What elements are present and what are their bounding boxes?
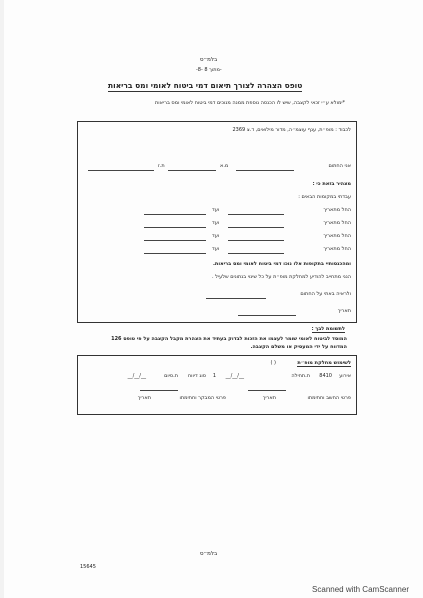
auditor-date-label: תאריך bbox=[137, 395, 151, 401]
period-row-1-from-label: החל מתאריך bbox=[323, 207, 351, 213]
period-row-4-to-field[interactable] bbox=[144, 253, 206, 254]
classification-bottom: בלמ״ס bbox=[200, 551, 218, 557]
period-row-3-from-field[interactable] bbox=[228, 240, 284, 241]
period-row-3-to-field[interactable] bbox=[144, 240, 206, 241]
period-row-3-to-label: ועד bbox=[212, 233, 220, 239]
office-bracket: ( ) bbox=[270, 360, 276, 366]
date-field[interactable] bbox=[238, 315, 296, 316]
event-label: אירוע bbox=[339, 373, 351, 379]
scan-edge-shadow bbox=[0, 0, 4, 598]
period-row-2-from-label: החל מתאריך bbox=[323, 220, 351, 226]
auditor-label: פרטי המבקר וחתימתו bbox=[179, 395, 226, 401]
period-row-4-to-label: ועד bbox=[212, 246, 220, 252]
office-heading: לשימוש מחלקת מופ״ת bbox=[297, 360, 351, 366]
declaration-box bbox=[77, 121, 357, 323]
period-row-2-to-label: ועד bbox=[212, 220, 220, 226]
form-title: טופס הצהרה לצורך תיאום דמי ביטוח לאומי ומס בריאות bbox=[108, 81, 303, 90]
period-row-1-to-label: ועד bbox=[212, 207, 220, 213]
report-type-label: סוג דיווח bbox=[187, 373, 206, 379]
form-instruction: *ימולא ע״י זכאי לקצבה, שיש לו הכנסה נוספת ממנה מנוכים דמי ביטוח לאומי ומס בריאות bbox=[155, 100, 345, 106]
period-row-4-from-field[interactable] bbox=[228, 253, 284, 254]
scanner-watermark: Scanned with CamScanner bbox=[312, 585, 409, 594]
start-date-label: ת.תחילה bbox=[291, 373, 310, 379]
employers-label: עבדתי במקומות הבאים : bbox=[298, 194, 351, 200]
period-row-3-from-label: החל מתאריך bbox=[323, 233, 351, 239]
declare-label: מצהיר בזאת כי : bbox=[312, 181, 351, 187]
start-date-field[interactable]: __/__/__ bbox=[225, 373, 244, 379]
id-field[interactable] bbox=[88, 170, 154, 171]
office-use-box bbox=[77, 355, 357, 415]
signature-label: ולראיה באתי על החתום bbox=[300, 291, 351, 297]
period-row-1-to-field[interactable] bbox=[144, 214, 206, 215]
note-line-1: המוסד לביטוח לאומי שומר לעצמו את הזכות לבדוק בעתיד את הצהרת מקבל הקצבה על פי טופס 126 bbox=[111, 336, 347, 342]
period-row-4-from-label: החל מתאריך bbox=[323, 246, 351, 252]
clerk-label: פרטי החשב וחתימתו bbox=[307, 395, 351, 401]
name-field[interactable] bbox=[236, 170, 294, 171]
end-date-field[interactable]: __/__/__ bbox=[127, 373, 146, 379]
deductions-statement: ומהכנסותיי בתקופות אלו נוכו דמי ביטוח לאומי ומס בריאות. bbox=[213, 261, 351, 267]
personal-number-label: מ.א bbox=[220, 163, 229, 169]
addressee-line: לכבוד : מופ״ת, ענף עוצמ״ה, מדור מילואים, ד.צ 2369 bbox=[232, 127, 351, 133]
date-label: תאריך bbox=[337, 308, 351, 314]
event-number: 8410 bbox=[319, 373, 332, 379]
report-type-value: 1 bbox=[212, 373, 216, 379]
commitment-statement: הנני מתחייב להודיע למחלקת מופ״ת על כל שינוי בנתונים שלעיל . bbox=[211, 274, 351, 280]
period-row-2-from-field[interactable] bbox=[228, 227, 284, 228]
document-number: 15645 bbox=[80, 564, 96, 570]
clerk-date-label: תאריך bbox=[262, 395, 276, 401]
name-label: אני החתום bbox=[328, 163, 351, 169]
id-label: ת.ז bbox=[158, 163, 165, 169]
note-line-2: המדווח על ידי המעסיק או משלם הקצבה. bbox=[250, 344, 347, 350]
end-date-label: ת.סיום bbox=[164, 373, 178, 379]
period-row-2-to-field[interactable] bbox=[144, 227, 206, 228]
classification-top: בלמ״ס bbox=[200, 57, 218, 63]
note-heading: לתשומת לבך : bbox=[311, 326, 345, 332]
period-row-1-from-field[interactable] bbox=[228, 214, 284, 215]
clerk-signature-field[interactable] bbox=[248, 390, 286, 391]
page-count: -8- מתוך 8- bbox=[196, 67, 222, 73]
personal-number-field[interactable] bbox=[168, 170, 216, 171]
signature-field[interactable] bbox=[206, 298, 266, 299]
auditor-signature-field[interactable] bbox=[140, 390, 178, 391]
